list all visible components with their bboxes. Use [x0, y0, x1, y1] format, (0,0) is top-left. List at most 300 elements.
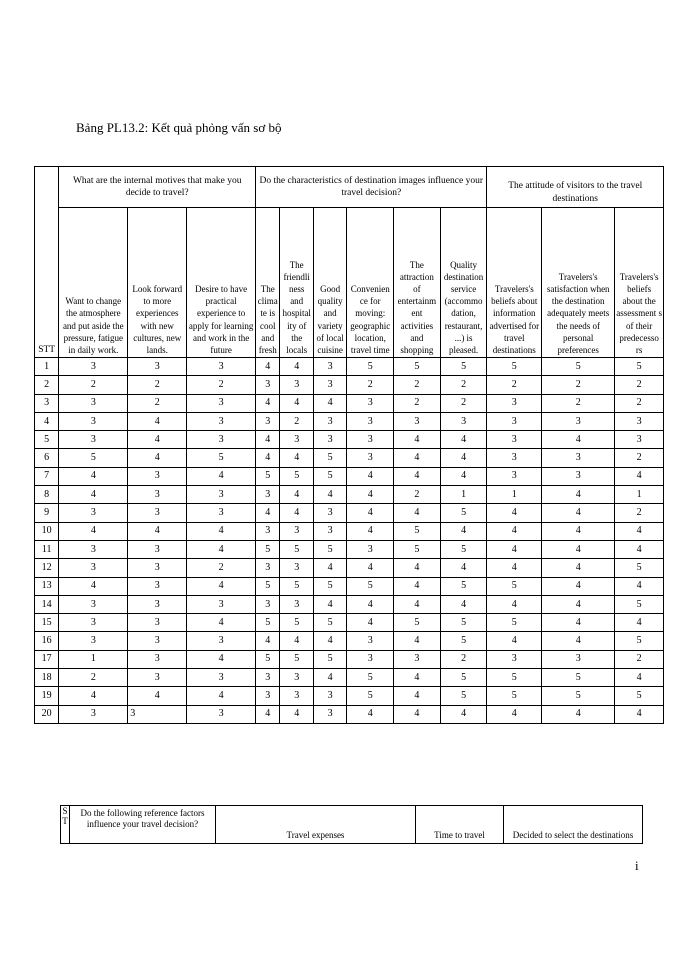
- table-cell: 4: [440, 705, 487, 723]
- table-cell: 4: [187, 540, 256, 558]
- table-cell: 5: [542, 358, 615, 376]
- table-cell: 3: [128, 650, 187, 668]
- table-cell: 2: [487, 376, 542, 394]
- table-cell: 4: [280, 358, 313, 376]
- time-to-travel-header: Time to travel: [416, 806, 504, 844]
- table-cell: 4: [440, 431, 487, 449]
- table-row: [35, 632, 664, 650]
- table-cell: 5: [347, 687, 394, 705]
- table-cell: 2: [615, 449, 664, 467]
- table-cell: 3: [59, 705, 128, 723]
- row-number: 7: [35, 467, 59, 485]
- table-cell: 2: [128, 394, 187, 412]
- table-cell: 4: [256, 705, 280, 723]
- row-number: 9: [35, 504, 59, 522]
- table-cell: 3: [256, 669, 280, 687]
- table-cell: 4: [313, 669, 346, 687]
- table-cell: 4: [256, 504, 280, 522]
- group-motives: What are the internal motives that make you decide to travel?: [59, 167, 256, 208]
- table-cell: 5: [487, 614, 542, 632]
- table-cell: 4: [487, 540, 542, 558]
- table-row: [35, 486, 664, 504]
- table-row: [35, 522, 664, 540]
- table-row: [35, 595, 664, 613]
- table-cell: 5: [542, 669, 615, 687]
- table-cell: 2: [615, 650, 664, 668]
- table-cell: 4: [542, 486, 615, 504]
- table-cell: 3: [128, 632, 187, 650]
- table-cell: 5: [256, 650, 280, 668]
- table-cell: 2: [347, 376, 394, 394]
- table-cell: 4: [128, 431, 187, 449]
- interview-results-table: [34, 166, 664, 724]
- table-cell: 4: [347, 504, 394, 522]
- table-cell: 5: [313, 577, 346, 595]
- header-stt: STT: [35, 167, 59, 358]
- table-cell: 4: [347, 595, 394, 613]
- table-cell: 3: [313, 431, 346, 449]
- table-cell: 4: [394, 504, 441, 522]
- table-cell: 3: [128, 705, 187, 723]
- table-cell: 2: [542, 394, 615, 412]
- table-cell: 4: [256, 394, 280, 412]
- column-header-6: Good quality and variety of local cuisine: [313, 208, 346, 358]
- table-cell: 4: [487, 504, 542, 522]
- table-cell: 4: [256, 358, 280, 376]
- row-number: 6: [35, 449, 59, 467]
- table-cell: 4: [347, 522, 394, 540]
- table-cell: 4: [542, 522, 615, 540]
- table-row: [35, 559, 664, 577]
- table-cell: 3: [128, 540, 187, 558]
- table-cell: 5: [440, 669, 487, 687]
- table-cell: 3: [59, 504, 128, 522]
- table-cell: 4: [615, 669, 664, 687]
- table-cell: 4: [59, 467, 128, 485]
- row-number: 19: [35, 687, 59, 705]
- table-row: [35, 412, 664, 430]
- travel-expenses-header: Travel expenses: [216, 806, 416, 844]
- table-cell: 5: [347, 577, 394, 595]
- table-cell: 5: [280, 577, 313, 595]
- table-cell: 5: [394, 614, 441, 632]
- table-cell: 4: [615, 540, 664, 558]
- table-cell: 3: [542, 467, 615, 485]
- table-cell: 3: [187, 486, 256, 504]
- table-cell: 3: [347, 650, 394, 668]
- table-cell: 2: [394, 376, 441, 394]
- table-cell: 5: [394, 358, 441, 376]
- table-cell: 4: [313, 394, 346, 412]
- table-row: [35, 687, 664, 705]
- table-cell: 4: [313, 595, 346, 613]
- table-row: [35, 614, 664, 632]
- row-number: 3: [35, 394, 59, 412]
- table-cell: 2: [59, 669, 128, 687]
- table-cell: 5: [256, 614, 280, 632]
- table-cell: 4: [394, 431, 441, 449]
- table-cell: 3: [59, 632, 128, 650]
- table-cell: 4: [394, 449, 441, 467]
- column-header-12: Travelers's beliefs about the assessment s of their predecesso rs: [615, 208, 664, 358]
- table-cell: 4: [59, 687, 128, 705]
- table-cell: 4: [347, 467, 394, 485]
- table-cell: 3: [280, 669, 313, 687]
- row-number: 1: [35, 358, 59, 376]
- table-cell: 3: [59, 595, 128, 613]
- row-number: 14: [35, 595, 59, 613]
- table-cell: 5: [313, 449, 346, 467]
- table-cell: 1: [615, 486, 664, 504]
- table-cell: 3: [256, 522, 280, 540]
- table-cell: 3: [487, 431, 542, 449]
- table-cell: 5: [440, 632, 487, 650]
- table-cell: 3: [280, 559, 313, 577]
- table-cell: 1: [440, 486, 487, 504]
- group-characteristics: Do the characteristics of destination images influence your travel decision?: [256, 167, 487, 208]
- table-cell: 5: [487, 358, 542, 376]
- table-cell: 3: [256, 687, 280, 705]
- row-number: 13: [35, 577, 59, 595]
- row-number: 2: [35, 376, 59, 394]
- table-cell: 5: [542, 687, 615, 705]
- table-cell: 5: [313, 614, 346, 632]
- table-cell: 4: [256, 449, 280, 467]
- column-header-11: Travelers's satisfaction when the destination adequately meets the needs of personal preferences: [542, 208, 615, 358]
- second-stt-header: S T: [61, 806, 70, 844]
- table-cell: 3: [59, 540, 128, 558]
- table-cell: 5: [347, 358, 394, 376]
- table-cell: 3: [128, 504, 187, 522]
- table-cell: 5: [187, 449, 256, 467]
- column-header-5: The friendli ness and hospital ity of the locals: [280, 208, 313, 358]
- table-cell: 4: [394, 632, 441, 650]
- table-cell: 2: [542, 376, 615, 394]
- column-header-8: The attraction of entertainm ent activities and shopping: [394, 208, 441, 358]
- table-cell: 4: [542, 559, 615, 577]
- table-cell: 4: [256, 431, 280, 449]
- table-row: [35, 669, 664, 687]
- table-cell: 2: [394, 486, 441, 504]
- table-cell: 2: [440, 650, 487, 668]
- table-cell: 4: [615, 705, 664, 723]
- table-cell: 5: [313, 650, 346, 668]
- table-cell: 3: [59, 358, 128, 376]
- row-number: 15: [35, 614, 59, 632]
- table-cell: 5: [440, 540, 487, 558]
- table-row: [35, 467, 664, 485]
- table-cell: 3: [187, 394, 256, 412]
- table-cell: 3: [394, 412, 441, 430]
- table-cell: 3: [313, 522, 346, 540]
- table-cell: 4: [347, 614, 394, 632]
- table-cell: 4: [256, 632, 280, 650]
- table-cell: 4: [59, 522, 128, 540]
- table-cell: 5: [615, 632, 664, 650]
- table-cell: 3: [256, 412, 280, 430]
- table-cell: 3: [59, 431, 128, 449]
- table-cell: 3: [542, 449, 615, 467]
- table-cell: 5: [615, 358, 664, 376]
- table-cell: 4: [394, 559, 441, 577]
- table-cell: 4: [615, 614, 664, 632]
- table-cell: 5: [256, 467, 280, 485]
- table-cell: 4: [187, 467, 256, 485]
- table-cell: 3: [59, 559, 128, 577]
- table-cell: 4: [59, 577, 128, 595]
- column-header-7: Convenien ce for moving: geographic location, travel time: [347, 208, 394, 358]
- table-cell: 1: [487, 486, 542, 504]
- table-cell: 5: [394, 522, 441, 540]
- table-cell: 3: [280, 595, 313, 613]
- table-cell: 3: [615, 412, 664, 430]
- table-cell: 5: [59, 449, 128, 467]
- table-row: [35, 705, 664, 723]
- table-cell: 4: [280, 504, 313, 522]
- row-number: 20: [35, 705, 59, 723]
- table-cell: 3: [128, 614, 187, 632]
- table-row: [35, 376, 664, 394]
- table-cell: 3: [615, 431, 664, 449]
- table-cell: 5: [615, 595, 664, 613]
- table-cell: 3: [280, 687, 313, 705]
- table-cell: 4: [280, 632, 313, 650]
- row-number: 5: [35, 431, 59, 449]
- table-cell: 4: [128, 449, 187, 467]
- table-cell: 4: [542, 595, 615, 613]
- table-cell: 5: [347, 669, 394, 687]
- row-number: 17: [35, 650, 59, 668]
- table-cell: 5: [440, 577, 487, 595]
- table-cell: 5: [440, 504, 487, 522]
- table-cell: 3: [347, 540, 394, 558]
- reference-factors-table: [60, 805, 643, 844]
- table-cell: 5: [256, 540, 280, 558]
- table-cell: 2: [615, 394, 664, 412]
- table-cell: 4: [615, 577, 664, 595]
- table-cell: 5: [280, 467, 313, 485]
- table-cell: 4: [440, 559, 487, 577]
- table-cell: 3: [187, 669, 256, 687]
- table-cell: 5: [615, 687, 664, 705]
- table-cell: 2: [59, 376, 128, 394]
- table-cell: 4: [487, 559, 542, 577]
- table-cell: 3: [313, 412, 346, 430]
- table-cell: 5: [487, 577, 542, 595]
- table-cell: 2: [187, 376, 256, 394]
- table-cell: 3: [347, 449, 394, 467]
- table-cell: 3: [347, 412, 394, 430]
- table-cell: 3: [128, 669, 187, 687]
- table-cell: 3: [187, 595, 256, 613]
- column-header-3: Desire to have practical experience to apply for learning and work in the future: [187, 208, 256, 358]
- table-cell: 3: [256, 595, 280, 613]
- table-cell: 4: [487, 705, 542, 723]
- table-cell: 4: [394, 669, 441, 687]
- table-cell: 3: [313, 504, 346, 522]
- table-cell: 5: [280, 614, 313, 632]
- table-cell: 3: [128, 467, 187, 485]
- table-cell: 4: [313, 559, 346, 577]
- table-cell: 3: [256, 559, 280, 577]
- table-cell: 3: [128, 559, 187, 577]
- table-cell: 3: [59, 394, 128, 412]
- table-cell: 4: [394, 595, 441, 613]
- table-cell: 3: [487, 467, 542, 485]
- table-row: [35, 431, 664, 449]
- table-cell: 4: [128, 687, 187, 705]
- table-cell: 4: [280, 394, 313, 412]
- page-number: i: [635, 858, 639, 873]
- table-cell: 5: [313, 467, 346, 485]
- table-cell: 2: [615, 504, 664, 522]
- table-cell: 3: [487, 650, 542, 668]
- table-cell: 5: [440, 358, 487, 376]
- table-cell: 3: [542, 412, 615, 430]
- table-cell: 4: [615, 522, 664, 540]
- table-cell: 3: [440, 412, 487, 430]
- table-cell: 5: [280, 540, 313, 558]
- table-cell: 3: [128, 595, 187, 613]
- table-row: [35, 577, 664, 595]
- table-cell: 3: [313, 376, 346, 394]
- table-cell: 2: [440, 394, 487, 412]
- table-cell: 4: [542, 632, 615, 650]
- table-row: [35, 358, 664, 376]
- table-cell: 4: [394, 705, 441, 723]
- table-cell: 4: [128, 412, 187, 430]
- table-title: Bảng PL13.2: Kết quả phỏng vấn sơ bộ: [76, 120, 282, 135]
- table-cell: 4: [187, 522, 256, 540]
- table-cell: 3: [128, 577, 187, 595]
- column-header-9: Quality destination service (accommo dation, restaurant, ...) is pleased.: [440, 208, 487, 358]
- table-cell: 3: [313, 705, 346, 723]
- table-cell: 4: [394, 467, 441, 485]
- table-cell: 4: [187, 614, 256, 632]
- decided-destination-header: Decided to select the destinations: [504, 806, 643, 844]
- table-cell: 1: [59, 650, 128, 668]
- table-cell: 4: [128, 522, 187, 540]
- table-cell: 3: [347, 431, 394, 449]
- table-cell: 3: [59, 412, 128, 430]
- table-cell: 2: [187, 559, 256, 577]
- table-cell: 4: [440, 449, 487, 467]
- row-number: 4: [35, 412, 59, 430]
- row-number: 11: [35, 540, 59, 558]
- table-cell: 3: [187, 504, 256, 522]
- column-header-1: Want to change the atmosphere and put aside the pressure, fatigue in daily work.: [59, 208, 128, 358]
- table-cell: 5: [394, 540, 441, 558]
- table-cell: 4: [615, 467, 664, 485]
- table-cell: 3: [487, 449, 542, 467]
- table-cell: 5: [256, 577, 280, 595]
- table-row: [35, 650, 664, 668]
- column-header-10: Travelers's beliefs about information advertised for travel destinations: [487, 208, 542, 358]
- table-cell: 3: [256, 376, 280, 394]
- table-cell: 3: [256, 486, 280, 504]
- table-cell: 3: [347, 632, 394, 650]
- table-cell: 5: [313, 540, 346, 558]
- table-cell: 3: [59, 614, 128, 632]
- table-cell: 4: [59, 486, 128, 504]
- table-cell: 4: [542, 614, 615, 632]
- table-cell: 4: [487, 632, 542, 650]
- table-cell: 5: [440, 614, 487, 632]
- table-cell: 4: [313, 632, 346, 650]
- table-cell: 4: [280, 486, 313, 504]
- table-cell: 3: [280, 522, 313, 540]
- table-cell: 4: [313, 486, 346, 504]
- table-cell: 5: [280, 650, 313, 668]
- table-cell: 3: [313, 358, 346, 376]
- table-cell: 4: [440, 595, 487, 613]
- table-cell: 3: [187, 705, 256, 723]
- column-header-4: The clima te is cool and fresh: [256, 208, 280, 358]
- row-number: 12: [35, 559, 59, 577]
- table-cell: 4: [542, 705, 615, 723]
- table-cell: 4: [487, 522, 542, 540]
- table-cell: 4: [542, 577, 615, 595]
- table-cell: 3: [313, 687, 346, 705]
- table-cell: 4: [280, 449, 313, 467]
- table-cell: 2: [615, 376, 664, 394]
- row-number: 18: [35, 669, 59, 687]
- table-cell: 4: [347, 559, 394, 577]
- table-cell: 4: [347, 486, 394, 504]
- table-cell: 4: [542, 504, 615, 522]
- table-cell: 3: [487, 394, 542, 412]
- table-cell: 2: [280, 412, 313, 430]
- table-cell: 4: [394, 577, 441, 595]
- column-header-2: Look forward to more experiences with new cultures, new lands.: [128, 208, 187, 358]
- table-cell: 3: [280, 431, 313, 449]
- row-number: 10: [35, 522, 59, 540]
- table-cell: 4: [394, 687, 441, 705]
- table-cell: 4: [542, 431, 615, 449]
- row-number: 8: [35, 486, 59, 504]
- table-row: [35, 540, 664, 558]
- table-cell: 3: [487, 412, 542, 430]
- table-cell: 3: [280, 376, 313, 394]
- reference-question: Do the following reference factors influence your travel decision?: [70, 806, 216, 844]
- table-cell: 3: [128, 486, 187, 504]
- table-cell: 5: [487, 687, 542, 705]
- table-cell: 4: [187, 650, 256, 668]
- table-cell: 4: [440, 467, 487, 485]
- table-cell: 5: [487, 669, 542, 687]
- table-cell: 3: [394, 650, 441, 668]
- table-cell: 4: [187, 687, 256, 705]
- table-cell: 3: [187, 358, 256, 376]
- table-cell: 2: [394, 394, 441, 412]
- table-cell: 3: [128, 358, 187, 376]
- group-attitude: The attitude of visitors to the travel destinations: [487, 167, 664, 208]
- table-cell: 5: [615, 559, 664, 577]
- table-cell: 4: [187, 577, 256, 595]
- table-row: [35, 394, 664, 412]
- table-cell: 3: [187, 431, 256, 449]
- table-cell: 4: [347, 705, 394, 723]
- table-cell: 5: [440, 687, 487, 705]
- table-cell: 4: [440, 522, 487, 540]
- table-cell: 3: [187, 412, 256, 430]
- table-cell: 3: [347, 394, 394, 412]
- table-row: [35, 449, 664, 467]
- table-cell: 3: [542, 650, 615, 668]
- table-cell: 4: [542, 540, 615, 558]
- table-cell: 3: [187, 632, 256, 650]
- table-cell: 2: [128, 376, 187, 394]
